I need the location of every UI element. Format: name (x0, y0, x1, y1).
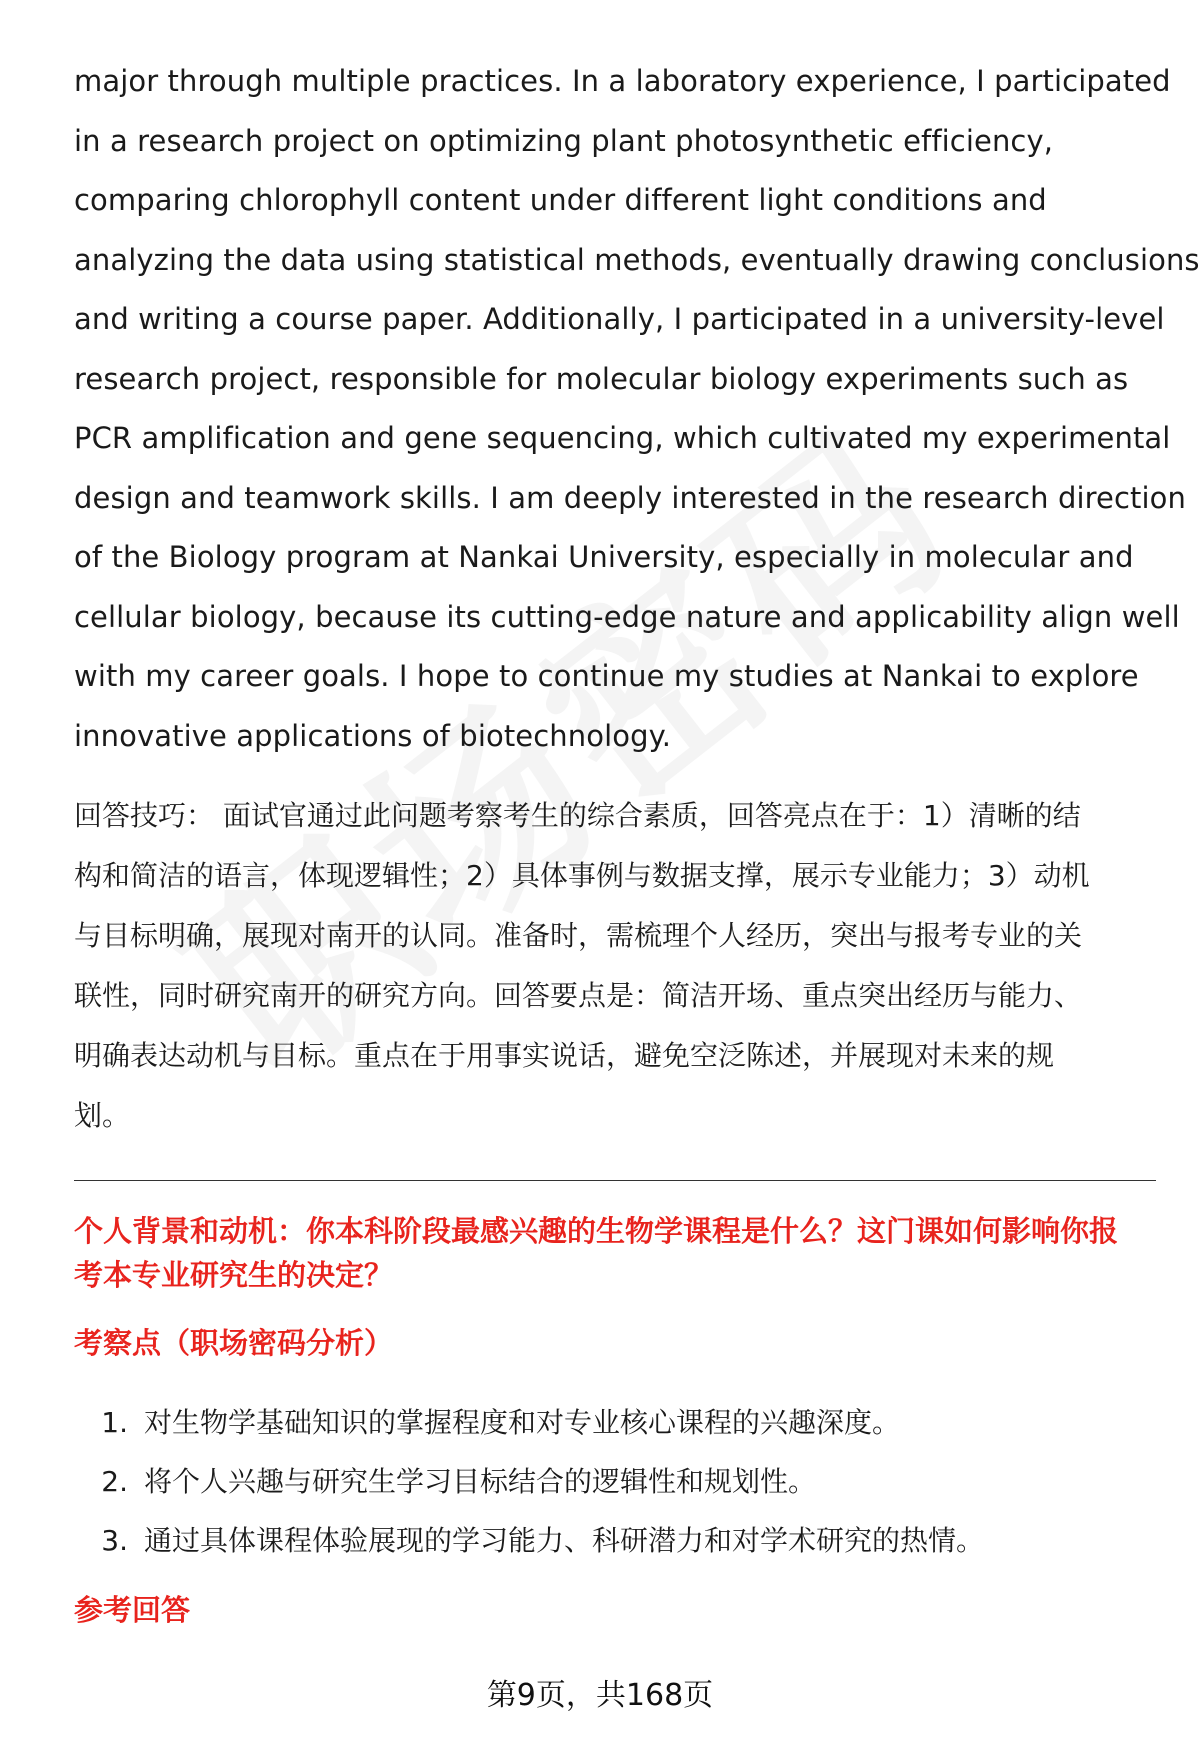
list-item-number: 3. (101, 1524, 128, 1557)
page-content (74, 52, 1200, 1630)
list-item (74, 1393, 1156, 1452)
answer-line: design and teamwork skills. I am deeply interested in the research direction (74, 480, 1186, 515)
question-line: 考本专业研究生的决定？ (74, 1258, 394, 1292)
answer-line: and writing a course paper. Additionally, I participated in a university-level (74, 302, 1165, 336)
section-divider (74, 1180, 1156, 1181)
answer-paragraph (74, 52, 1200, 766)
question-heading (74, 1209, 1156, 1297)
answer-line: innovative applications of biotechnology. (74, 718, 672, 753)
list-item-number: 1. (101, 1406, 128, 1439)
answer-line: major through multiple practices. In a laboratory experience, I participated (74, 64, 1171, 98)
answer-line: with my career goals. I hope to continue my studies at Nankai to explore (74, 659, 1139, 693)
answer-line: analyzing the data using statistical methods, eventually drawing conclusions (74, 242, 1200, 277)
answer-line: of the Biology program at Nankai University, especially in molecular and (74, 540, 1134, 574)
tips-line: 联性，同时研究南开的研究方向。回答要点是：简洁开场、重点突出经历与能力、 (74, 979, 1083, 1012)
reference-answer-title: 参考回答 (74, 1593, 191, 1627)
question-line: 个人背景和动机：你本科阶段最感兴趣的生物学课程是什么？这门课如何影响你报 (74, 1214, 1119, 1248)
tips-line: 与目标明确，展现对南开的认同。准备时，需梳理个人经历，突出与报考专业的关 (74, 919, 1083, 952)
list-item (74, 1511, 1156, 1570)
answer-line: in a research project on optimizing plant photosynthetic efficiency, (74, 123, 1054, 158)
list-item (74, 1452, 1156, 1511)
exam-points-list (74, 1393, 1156, 1570)
answer-tips (74, 786, 1156, 1146)
list-item-text: 将个人兴趣与研究生学习目标结合的逻辑性和规划性。 (144, 1465, 817, 1498)
answer-line: research project, responsible for molecular biology experiments such as (74, 361, 1129, 396)
tips-line: 构和简洁的语言，体现逻辑性；2）具体事例与数据支撑，展示专业能力；3）动机 (74, 859, 1090, 892)
answer-line: PCR amplification and gene sequencing, which cultivated my experimental (74, 421, 1171, 455)
tips-line: 回答技巧： 面试官通过此问题考察考生的综合素质，回答亮点在于：1）清晰的结 (74, 799, 1081, 832)
list-item-number: 2. (101, 1465, 128, 1498)
exam-points-title: 考察点（职场密码分析） (74, 1326, 394, 1360)
answer-line: cellular biology, because its cutting-edge nature and applicability align well (74, 599, 1180, 634)
list-item-text: 对生物学基础知识的掌握程度和对专业核心课程的兴趣深度。 (144, 1406, 901, 1439)
tips-line: 明确表达动机与目标。重点在于用事实说话，避免空泛陈述，并展现对未来的规 (74, 1039, 1055, 1072)
list-item-text: 通过具体课程体验展现的学习能力、科研潜力和对学术研究的热情。 (144, 1524, 985, 1557)
tips-line: 划。 (74, 1099, 131, 1132)
page-footer: 第9页，共168页 (486, 1678, 714, 1713)
answer-line: comparing chlorophyll content under different light conditions and (74, 183, 1047, 217)
